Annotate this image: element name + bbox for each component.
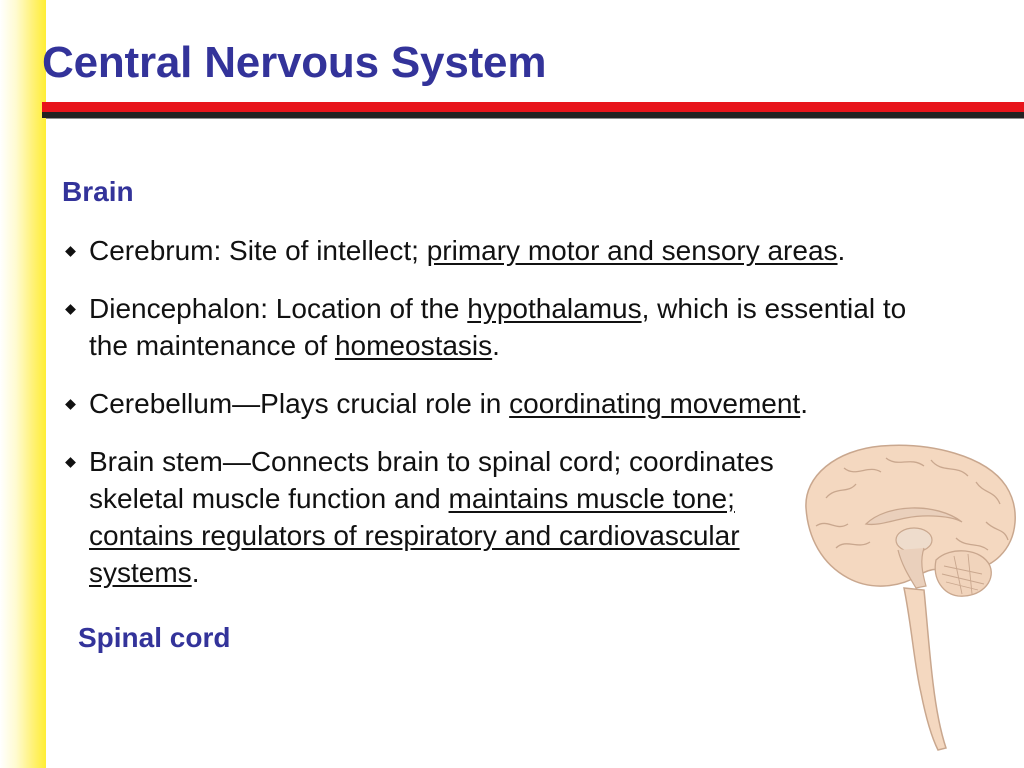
bullet-text: . [191,557,200,588]
diamond-bullet-icon [64,456,77,469]
bullet-brain-stem [64,443,779,591]
bullet-text: Cerebellum—Plays crucial role in [89,388,510,419]
bullet-text: . [837,235,846,266]
bullet-underlined-term: maintains muscle tone; contains regulators of respiratory and cardiovascular systems [89,483,740,588]
bullet-underlined-term: homeostasis [334,330,493,361]
diamond-bullet-icon [64,398,77,411]
diamond-bullet-icon [64,245,77,258]
brain-sagittal-section-illustration [786,438,1022,758]
bullet-text: Brain stem—Connects brain to spinal cord; coordinates skeletal muscle function and [89,446,774,514]
bullet-cerebrum [64,232,1014,269]
bullet-cerebellum [64,385,1014,422]
title-underline-rule [42,100,1024,122]
bullet-diencephalon [64,290,919,364]
spinal-cord-heading: Spinal cord [78,622,231,653]
bullet-text: , which is essential to the maintenance of [89,293,907,361]
diamond-bullet-icon [64,303,77,316]
brain-heading: Brain [62,176,134,207]
bullet-underlined-term: coordinating movement [509,388,801,419]
bullet-underlined-term: hypothalamus [467,293,642,324]
slide-title: Central Nervous System [42,38,547,87]
bullet-text: Cerebrum: Site of intellect; [89,235,427,266]
bullet-text: . [800,388,808,419]
side-gradient-band [0,0,46,768]
bullet-underlined-term: primary motor and sensory areas [426,235,838,266]
bullet-text: Diencephalon: Location of the [89,293,468,324]
bullet-text: . [492,330,500,361]
